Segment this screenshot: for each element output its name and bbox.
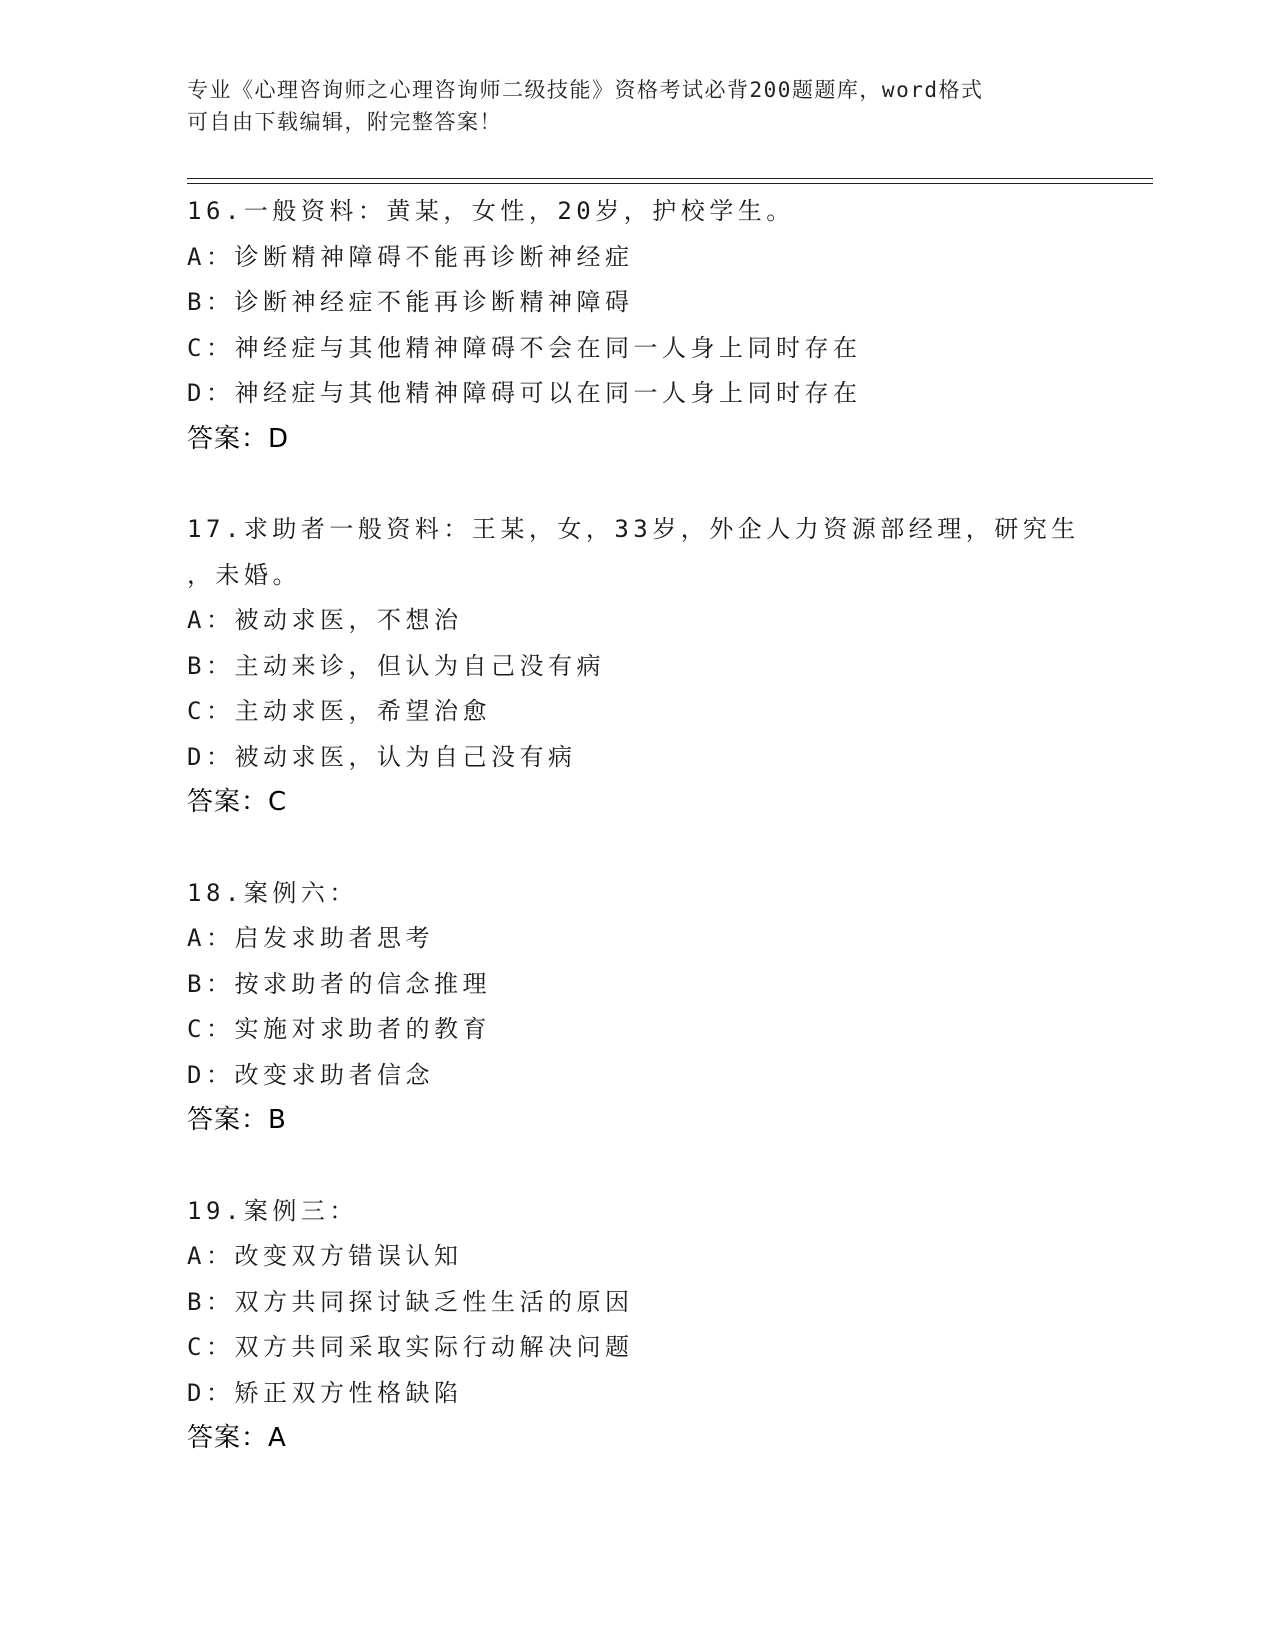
option-d: D：神经症与其他精神障碍可以在同一人身上同时存在 xyxy=(187,379,862,407)
option-d: D：矫正双方性格缺陷 xyxy=(187,1378,463,1407)
question-list xyxy=(187,189,1087,1507)
option-b: B：主动来诊，但认为自己没有病 xyxy=(187,651,605,680)
question-stem: 16.一般资料：黄某，女性，20岁，护校学生。 xyxy=(187,197,795,225)
answer-label: 答案： xyxy=(187,787,269,817)
question-item xyxy=(187,1189,1087,1462)
answer-line xyxy=(187,417,1087,463)
header-line-2: 可自由下载编辑，附完整答案！ xyxy=(187,110,502,134)
header-line-1: 专业《心理咨询师之心理咨询师二级技能》资格考试必背200题题库，word格式 xyxy=(187,78,984,102)
header-divider-bottom xyxy=(187,183,1153,184)
answer-value: C xyxy=(268,787,287,817)
document-header xyxy=(187,74,1087,138)
question-stem: 17.求助者一般资料：王某，女，33岁，外企人力资源部经理，研究生 xyxy=(187,515,1080,543)
answer-line xyxy=(187,1098,1087,1144)
answer-line xyxy=(187,1416,1087,1462)
answer-value: D xyxy=(268,423,289,454)
answer-value: B xyxy=(268,1105,286,1135)
option-b: B：双方共同探讨缺乏性生活的原因 xyxy=(187,1287,634,1316)
option-a: A：被动求医，不想治 xyxy=(187,606,463,634)
question-item xyxy=(187,871,1087,1144)
question-item xyxy=(187,189,1087,462)
option-c: C：实施对求助者的教育 xyxy=(187,1015,491,1043)
answer-line xyxy=(187,780,1087,826)
question-stem-continued: ，未婚。 xyxy=(187,560,301,589)
option-d: D：改变求助者信念 xyxy=(187,1060,434,1089)
question-stem: 18.案例六： xyxy=(187,878,358,907)
option-b: B：按求助者的信念推理 xyxy=(187,969,491,998)
header-divider-top xyxy=(187,178,1153,179)
answer-label: 答案： xyxy=(187,1423,269,1453)
answer-value: A xyxy=(268,1423,286,1453)
option-a: A：改变双方错误认知 xyxy=(187,1242,463,1270)
option-a: A：诊断精神障碍不能再诊断神经症 xyxy=(187,242,634,271)
question-item xyxy=(187,507,1087,826)
option-c: C：主动求医，希望治愈 xyxy=(187,697,491,725)
question-stem: 19.案例三： xyxy=(187,1196,358,1225)
option-c: C：神经症与其他精神障碍不会在同一人身上同时存在 xyxy=(187,333,862,362)
option-d: D：被动求医，认为自己没有病 xyxy=(187,742,577,771)
option-a: A：启发求助者思考 xyxy=(187,924,434,952)
option-c: C：双方共同采取实际行动解决问题 xyxy=(187,1333,634,1361)
option-b: B：诊断神经症不能再诊断精神障碍 xyxy=(187,288,634,316)
answer-label: 答案： xyxy=(187,423,269,454)
answer-label: 答案： xyxy=(187,1105,269,1135)
